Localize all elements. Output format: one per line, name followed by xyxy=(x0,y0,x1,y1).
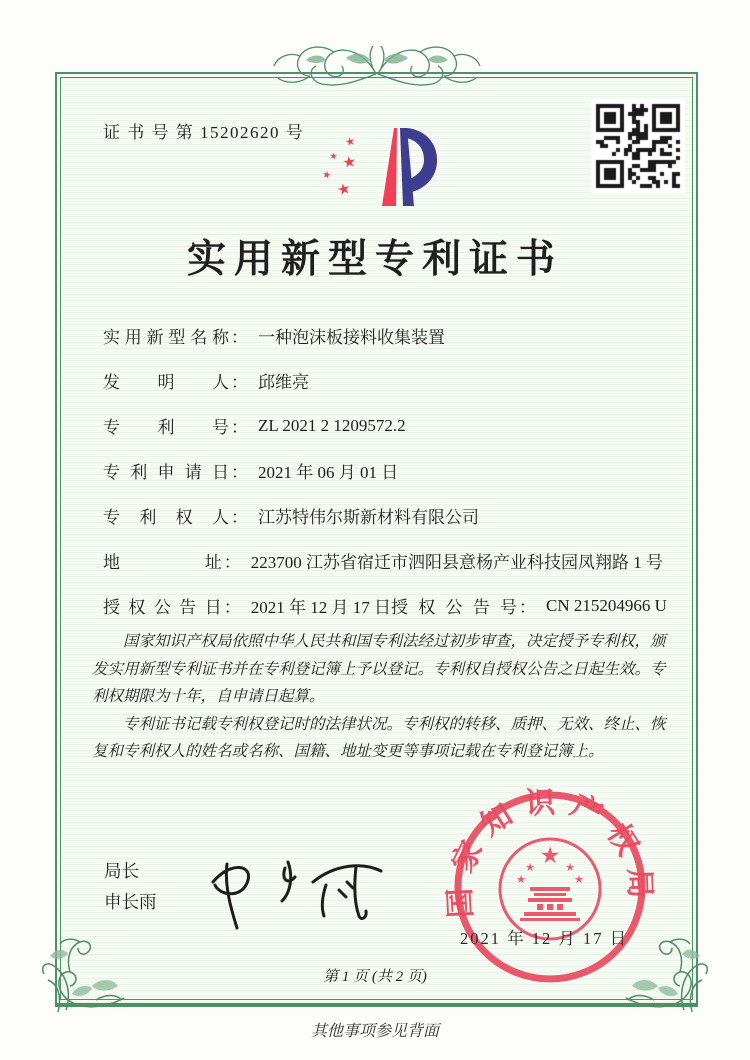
signer-title: 局长 xyxy=(104,861,139,881)
svg-text:★: ★ xyxy=(328,151,339,163)
top-floral-ornament xyxy=(270,40,484,102)
field-colon: ： xyxy=(231,373,248,392)
svg-text:★: ★ xyxy=(574,873,584,886)
svg-text:★: ★ xyxy=(335,178,353,200)
field-row-patent-number xyxy=(103,403,663,448)
logo-red-wedge xyxy=(382,128,397,206)
seal-national-emblem xyxy=(500,839,600,939)
field-value: 2021 年 06 月 01 日 xyxy=(258,463,399,482)
cnipa-logo-icon xyxy=(306,110,446,215)
legal-paragraph-2: 专利证书记载专利权登记时的法律状况。专利权的转移、质押、无效、终止、恢复和专利权人的姓名或名称、国籍、地址变更等事项记载在专利登记簿上。 xyxy=(92,715,666,760)
grant-date-pair xyxy=(103,593,391,618)
svg-text:★: ★ xyxy=(341,152,358,172)
field-row-address xyxy=(103,538,663,583)
certificate-number: 证 书 号 第 15202620 号 xyxy=(103,123,305,142)
qr-code-icon xyxy=(591,99,685,193)
field-label: 授权公告号 xyxy=(391,598,517,617)
svg-text:★: ★ xyxy=(525,861,535,874)
field-label: 地址 xyxy=(103,553,222,572)
field-label: 专利号 xyxy=(103,418,229,437)
grant-number-pair xyxy=(391,593,667,618)
back-note: 其他事项参见背面 xyxy=(310,1023,439,1040)
cnipa-seal-icon xyxy=(443,785,657,987)
field-value: 江苏特伟尔斯新材料有限公司 xyxy=(258,508,479,527)
legal-paragraph-1: 国家知识产权局依照中华人民共和国专利法经过初步审查，决定授予专利权，颁发实用新型专利证书并在专利登记簿上予以登记。专利权自授权公告之日起生效。专利权期限为十年，自申请日起算。 xyxy=(92,633,666,705)
field-colon: ： xyxy=(519,598,536,617)
svg-text:★: ★ xyxy=(343,134,357,150)
signer-block xyxy=(104,856,157,918)
field-row-patentee xyxy=(103,493,663,538)
svg-text:★: ★ xyxy=(320,169,333,182)
seal-ring-text: 国家知识产权局 xyxy=(443,785,657,919)
page-number: 第 1 页 (共 2 页) xyxy=(323,969,427,985)
field-row-filing-date xyxy=(103,448,663,493)
field-value: CN 215204966 U xyxy=(546,595,667,615)
field-label: 专利权人 xyxy=(103,508,229,527)
field-row-grant xyxy=(103,583,667,628)
field-colon: ： xyxy=(223,598,241,617)
legal-text xyxy=(92,628,670,766)
svg-text:★: ★ xyxy=(516,873,526,886)
field-value: 邱维亮 xyxy=(258,373,309,392)
signer-name: 申长雨 xyxy=(104,892,157,912)
field-row-name xyxy=(103,313,663,358)
field-colon: ： xyxy=(223,553,241,572)
field-label: 发明人 xyxy=(103,373,229,392)
certificate-fields xyxy=(103,313,667,628)
director-signature-icon xyxy=(193,838,403,943)
field-value: ZL 2021 2 1209572.2 xyxy=(258,415,406,435)
field-label: 授权公告日 xyxy=(103,598,222,617)
field-colon: ： xyxy=(231,418,248,437)
svg-text:★: ★ xyxy=(539,843,561,869)
certificate-title: 实用新型专利证书 xyxy=(186,238,563,281)
field-value: 2021 年 12 月 17 日 xyxy=(250,598,391,617)
field-value: 一种泡沫板接料收集装置 xyxy=(258,328,445,347)
svg-text:★: ★ xyxy=(565,861,575,874)
field-colon: ： xyxy=(231,463,248,482)
field-colon: ： xyxy=(231,508,248,527)
field-value: 223700 江苏省宿迁市泗阳县意杨产业科技园凤翔路 1 号 xyxy=(250,553,663,572)
field-label: 专利申请日 xyxy=(103,463,229,482)
field-colon: ： xyxy=(231,328,248,347)
seal-date: 2021 年 12 月 17 日 xyxy=(460,929,629,948)
field-row-inventor xyxy=(103,358,663,403)
field-label: 实用新型名称 xyxy=(103,328,229,347)
